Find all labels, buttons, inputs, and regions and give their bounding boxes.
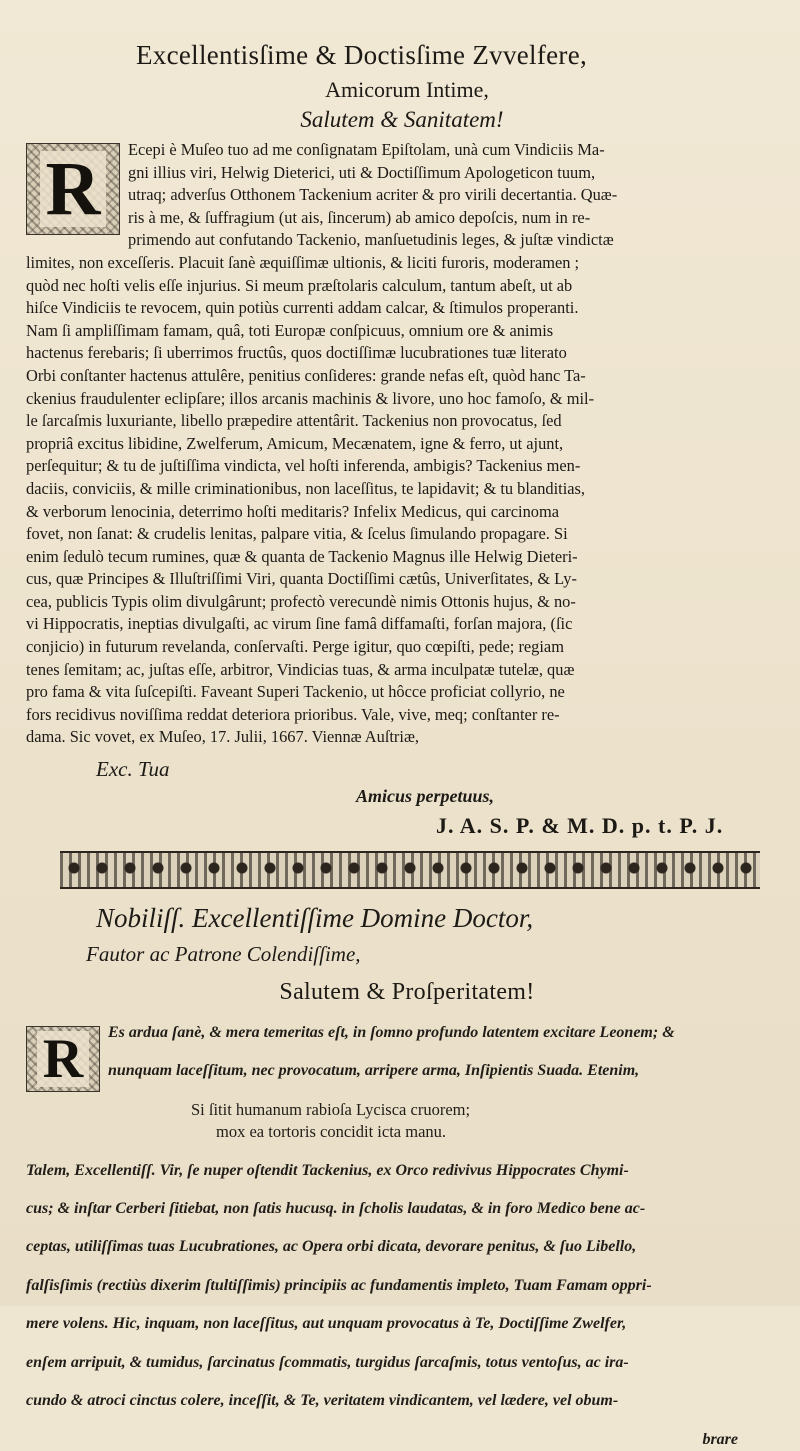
letter1.lines-line: propriâ excitus libidine, Zwelferum, Amicum, Mecænatem, igne & ferro, ut ajunt, [26, 433, 564, 453]
letter1.lines-line: Nam ſi ampliſſimam famam, quâ, toti Europæ conſpicuus, omnium ore & animis [26, 320, 554, 340]
letter2-salutation: Salutem & Proſperitatem! [279, 979, 535, 1006]
letter2-text [26, 1160, 748, 1413]
letter1.lines-line: pro fama & vita ſuſcepiſti. Faveant Superi Tackenio, ut hôcce proficiat collyrio, ne [26, 682, 565, 702]
letter1.lines-line: Orbi conſtanter hactenus attulêre, penitius conſideres: grande nefas eſt, quòd hanc Ta- [26, 365, 586, 385]
letter1.lines-line: dama. Sic vovet, ex Muſeo, 17. Julii, 1667. Viennæ Auſtriæ, [26, 727, 419, 747]
letter1-heading: Excellentisſime & Doctisſime Zvvelfere, [136, 40, 588, 70]
letter2.lines_top-line: Es ardua ſanè, & mera temeritas eſt, in ſomno profundo latentem excitare Leonem; & [108, 1024, 675, 1042]
ornamental-divider [60, 851, 760, 889]
letter1.lines-line: Ecepi è Muſeo tuo ad me conſignatam Epiſtolam, unà cum Vindiciis Ma- [128, 140, 605, 159]
decorated-initial-r-small: R [26, 1026, 100, 1092]
letter1.lines-line: ckenius fraudulenter eclipſare; illos arcanis machinis & livore, uno hoc famoſo, & mil- [26, 388, 595, 408]
letter1.lines-line: quòd nec hoſti velis eſſe injurius. Si meum præſtolaris calculum, tantum abeſt, ut ab [26, 275, 573, 295]
decorated-initial-r: R [26, 143, 120, 235]
letter1.lines-line: & verborum lenocinia, deterrimo hoſti meditaris? Infelix Medicus, qui carcinoma [26, 501, 559, 521]
letter2.lines-line: falſisſimis (rectiùs dixerim ſtultiſſimis) principiis ac fundamentis impleto, Tuam Famam oppri- [26, 1276, 652, 1294]
letter1.lines-line: primendo aut confutando Tackenio, manſuetudinis leges, & juſtæ vindictæ [128, 230, 614, 250]
letter1-text [26, 139, 748, 749]
letter1-subheading: Amicorum Intime, [325, 77, 489, 102]
letter2.lines-line: Talem, Excellentiſſ. Vir, ſe nuper oſtendit Tackenius, ex Orco redivivus Hippocrates Chymi- [26, 1161, 629, 1179]
letter2-opening [26, 1022, 748, 1083]
letter2.lines-line: cus; & inſtar Cerberi ſitiebat, non ſatis hucusq. in ſcholis laudatas, & in foro Medico bene ac- [26, 1200, 646, 1218]
catchword: brare [702, 1430, 738, 1448]
letter1-salutation: Salutem & Sanitatem! [300, 107, 504, 132]
letter1.lines-line: cea, publicis Typis olim divulgârunt; profectò verecundè nimis Ottonis hujus, & no- [26, 591, 576, 611]
letter1.lines-line: fovet, non ſanat: & crudelis lenitas, palpare vitia, & ſcelus ſimulando propagare. Si [26, 524, 568, 544]
letter1.lines-line: conjicio) in futurum revelanda, conſervaſti. Perge igitur, quo cœpiſti, pede; regiam [26, 637, 564, 657]
closing-amicus: Amicus perpetuus, [356, 786, 495, 807]
letter1.lines-line: daciis, conviciis, & mille criminationibus, non laceſſitus, te lapidavit; & tu blanditias, [26, 478, 586, 498]
letter2.lines-line: cundo & atroci cinctus colere, inceſſit, & Te, veritatem vindicantem, vel lædere, vel obum- [26, 1392, 619, 1410]
verse-line-2: mox ea tortoris concidit ictа manu. [216, 1122, 447, 1142]
letter1.lines-line: enim ſedulò tecum rumines, quæ & quanta de Tackenio Magnus ille Helwig Dieteri- [26, 546, 578, 566]
letter2.lines_top-line: nunquam laceſſitum, nec provocatum, arripere arma, Inſipientis Suada. Etenim, [108, 1062, 640, 1080]
letter1.lines-line: hiſce Vindiciis te revocem, quin potiùs currenti addam calcar, & ſtimulos properanti. [26, 298, 579, 318]
letter1.lines-line: cus, quæ Principes & Illuſtriſſimi Viri, quanta Doctiſſimi cætûs, Univerſitates, & Ly- [26, 569, 577, 589]
signature-initials: J. A. S. P. & M. D. p. t. P. J. [436, 813, 724, 839]
letter2.lines-line: mere volens. Hic, inquam, non laceſſitus, aut unquam provocatus à Te, Doctiſſime Zwelfer, [26, 1315, 627, 1333]
letter1.lines-line: fors recidivus noviſſima reddat deteriora prioribus. Vale, vive, meq; conſtanter re- [26, 704, 560, 724]
letter2-subheading: Fautor ac Patrone Colendiſſime, [86, 942, 361, 967]
verse-line-1: Si ſitit humanum rabioſa Lycisca cruorem; [191, 1099, 471, 1119]
letter1.lines-line: perſequitur; & tu de juſtiſſima vindicta, vel hoſti inferenda, ambigis? Tackenius men- [26, 456, 581, 476]
letter1.lines-line: gni illius viri, Helwig Dieterici, uti & Doctiſſimum Apologeticon tuum, [128, 162, 596, 182]
letter1.lines-line: le ſarcaſmis luxuriante, libello præpedire attentârit. Tackenius non provocatus, ſed [26, 411, 562, 431]
closing-exc-tua: Exc. Tua [96, 757, 170, 782]
letter2.lines-line: ceptas, utiliſſimas tuas Lucubrationes, ac Opera orbi dicata, devorare penitus, & ſuo Libello, [26, 1238, 637, 1256]
letter1-body [26, 139, 748, 749]
letter2.lines-line: enſem arripuit, & tumidus, ſarcinatus ſcommatis, turgidus ſarcaſmis, totus ventoſus, ac ira- [26, 1353, 629, 1371]
letter1.lines-line: limites, non exceſſeris. Placuit ſanè æquiſſimæ ultionis, & liciti furoris, moderamen ; [26, 252, 580, 272]
letter1.lines-line: hactenus ferebaris; ſi uberrimos fructûs, quos doctiſſimæ lucubrationes tuæ literato [26, 343, 567, 363]
letter1.lines-line: tenes ſemitam; ac, juſtas eſſe, arbitror, Vindicias tuas, & arma inculpatæ tutelæ, quæ [26, 659, 575, 679]
letter2-heading: Nobiliſſ. Excellentiſſime Domine Doctor, [96, 903, 534, 934]
letter1.lines-line: ris à me, & ſuffragium (ut ais, ſincerum) ab amico depoſcis, num in re- [128, 207, 591, 227]
letter1.lines-line: vi Hippocratis, ineptias divulgaſti, ac virum ſine famâ diffamaſti, forſan majora, (ſic [26, 614, 573, 634]
letter2-body [26, 1022, 748, 1451]
letter1.lines-line: utraq; adverſus Otthonem Tackenium acriter & pro virili decertantia. Quæ- [128, 185, 618, 205]
